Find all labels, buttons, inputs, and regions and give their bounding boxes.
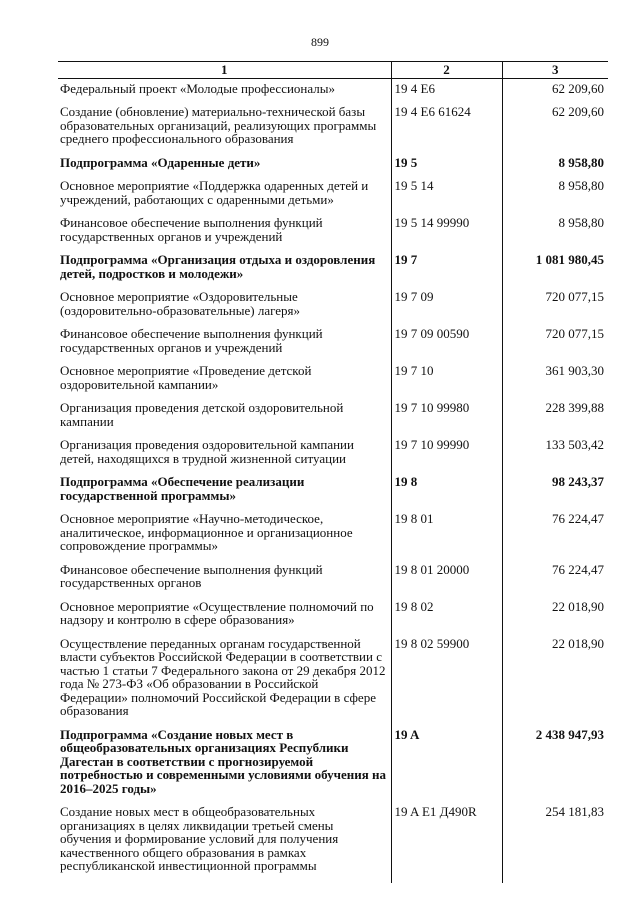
row-code-cell: 19 7 09 bbox=[391, 290, 502, 327]
column-header-name: 1 bbox=[58, 62, 391, 79]
row-amount-cell: 2 438 947,93 bbox=[502, 728, 608, 806]
row-amount-cell: 22 018,90 bbox=[502, 637, 608, 728]
table-row bbox=[58, 364, 608, 401]
table-row bbox=[58, 105, 608, 156]
row-name-cell: Организация проведения детской оздоровительной кампании bbox=[60, 400, 344, 429]
table-row bbox=[58, 327, 608, 364]
row-name-cell: Финансовое обеспечение выполнения функций государственных органов и учреждений bbox=[60, 326, 323, 355]
row-amount-cell: 720 077,15 bbox=[502, 327, 608, 364]
row-amount-cell: 1 081 980,45 bbox=[502, 253, 608, 290]
row-code-cell: 19 8 01 20000 bbox=[391, 563, 502, 600]
row-amount-cell: 62 209,60 bbox=[502, 78, 608, 105]
page-number: 899 bbox=[311, 35, 329, 49]
table-row bbox=[58, 563, 608, 600]
row-amount-cell: 720 077,15 bbox=[502, 290, 608, 327]
table-row bbox=[58, 253, 608, 290]
row-name-cell: Подпрограмма «Организация отдыха и оздоровления детей, подростков и молодежи» bbox=[60, 252, 376, 281]
column-header-amount: 3 bbox=[502, 62, 608, 79]
row-amount-cell: 133 503,42 bbox=[502, 438, 608, 475]
row-name-cell: Федеральный проект «Молодые профессионалы» bbox=[60, 80, 335, 96]
row-code-cell: 19 7 10 99980 bbox=[391, 401, 502, 438]
row-code-cell: 19 7 09 00590 bbox=[391, 327, 502, 364]
table-row bbox=[58, 78, 608, 105]
row-code-cell: 19 5 14 99990 bbox=[391, 216, 502, 253]
row-code-cell: 19 7 bbox=[391, 253, 502, 290]
table-row bbox=[58, 216, 608, 253]
row-name-cell: Создание (обновление) материально-технической базы образовательных организаций, реализующих программы среднего профессионального образования bbox=[60, 104, 377, 146]
row-code-cell: 19 4 E6 bbox=[391, 78, 502, 105]
row-name-cell: Подпрограмма «Обеспечение реализации государственной программы» bbox=[60, 474, 305, 503]
table-row bbox=[58, 156, 608, 180]
row-name-cell: Организация проведения оздоровительной кампании детей, находящихся в трудной жизненной ситуации bbox=[60, 437, 354, 466]
row-amount-cell: 76 224,47 bbox=[502, 512, 608, 563]
row-amount-cell: 62 209,60 bbox=[502, 105, 608, 156]
row-name-cell: Основное мероприятие «Осуществление полномочий по надзору и контролю в сфере образования» bbox=[60, 598, 374, 627]
row-name-cell: Основное мероприятие «Поддержка одаренных детей и учреждений, работающих с одаренными детьми» bbox=[60, 178, 369, 207]
table-row bbox=[58, 290, 608, 327]
column-header-code: 2 bbox=[391, 62, 502, 79]
table-row bbox=[58, 805, 608, 883]
row-amount-cell: 98 243,37 bbox=[502, 475, 608, 512]
row-name-cell: Осуществление переданных органам государственной власти субъектов Российской Федерации в соответствии с частью 1 статьи 7 Федерального закона от 29 декабря 2012 года № 273-ФЗ «Об образовании в Российской Федерации» полномочий Российской Федерации в сфере образования bbox=[60, 635, 386, 718]
table-row bbox=[58, 512, 608, 563]
row-code-cell: 19 A E1 Д490R bbox=[391, 805, 502, 883]
table-row bbox=[58, 728, 608, 806]
row-name-cell: Основное мероприятие «Оздоровительные (оздоровительно-образовательные) лагеря» bbox=[60, 289, 301, 318]
row-name-cell: Финансовое обеспечение выполнения функций государственных органов bbox=[60, 561, 323, 590]
row-amount-cell: 228 399,88 bbox=[502, 401, 608, 438]
row-amount-cell: 8 958,80 bbox=[502, 179, 608, 216]
row-amount-cell: 8 958,80 bbox=[502, 216, 608, 253]
row-name-cell: Финансовое обеспечение выполнения функций государственных органов и учреждений bbox=[60, 215, 323, 244]
row-code-cell: 19 7 10 bbox=[391, 364, 502, 401]
table-row bbox=[58, 401, 608, 438]
row-code-cell: 19 A bbox=[391, 728, 502, 806]
row-amount-cell: 8 958,80 bbox=[502, 156, 608, 180]
row-code-cell: 19 5 14 bbox=[391, 179, 502, 216]
row-name-cell: Подпрограмма «Создание новых мест в общеобразовательных организациях Республики Дагестан в соответствии с прогнозируемой потребностью и современными условиями обучения на 2016–2025 годы» bbox=[60, 726, 386, 796]
row-name-cell: Основное мероприятие «Проведение детской оздоровительной кампании» bbox=[60, 363, 312, 392]
row-amount-cell: 361 903,30 bbox=[502, 364, 608, 401]
row-amount-cell: 254 181,83 bbox=[502, 805, 608, 883]
table-row bbox=[58, 438, 608, 475]
row-name-cell: Подпрограмма «Одаренные дети» bbox=[60, 154, 261, 170]
table-row bbox=[58, 637, 608, 728]
row-code-cell: 19 4 E6 61624 bbox=[391, 105, 502, 156]
row-name-cell: Основное мероприятие «Научно-методическое, аналитическое, информационное и организационное сопровождение программы» bbox=[60, 511, 353, 553]
table-header-row bbox=[58, 62, 608, 79]
row-code-cell: 19 8 01 bbox=[391, 512, 502, 563]
budget-table bbox=[58, 61, 608, 883]
row-code-cell: 19 8 bbox=[391, 475, 502, 512]
row-code-cell: 19 7 10 99990 bbox=[391, 438, 502, 475]
row-name-cell: Создание новых мест в общеобразовательных организациях в целях ликвидации третьей смены обучения и формирование условий для получения качественного общего образования в рамках республиканской инвестиционной программы bbox=[60, 804, 339, 873]
row-amount-cell: 22 018,90 bbox=[502, 600, 608, 637]
table-row bbox=[58, 179, 608, 216]
row-code-cell: 19 8 02 59900 bbox=[391, 637, 502, 728]
row-code-cell: 19 8 02 bbox=[391, 600, 502, 637]
table-row bbox=[58, 600, 608, 637]
table-row bbox=[58, 475, 608, 512]
row-amount-cell: 76 224,47 bbox=[502, 563, 608, 600]
row-code-cell: 19 5 bbox=[391, 156, 502, 180]
